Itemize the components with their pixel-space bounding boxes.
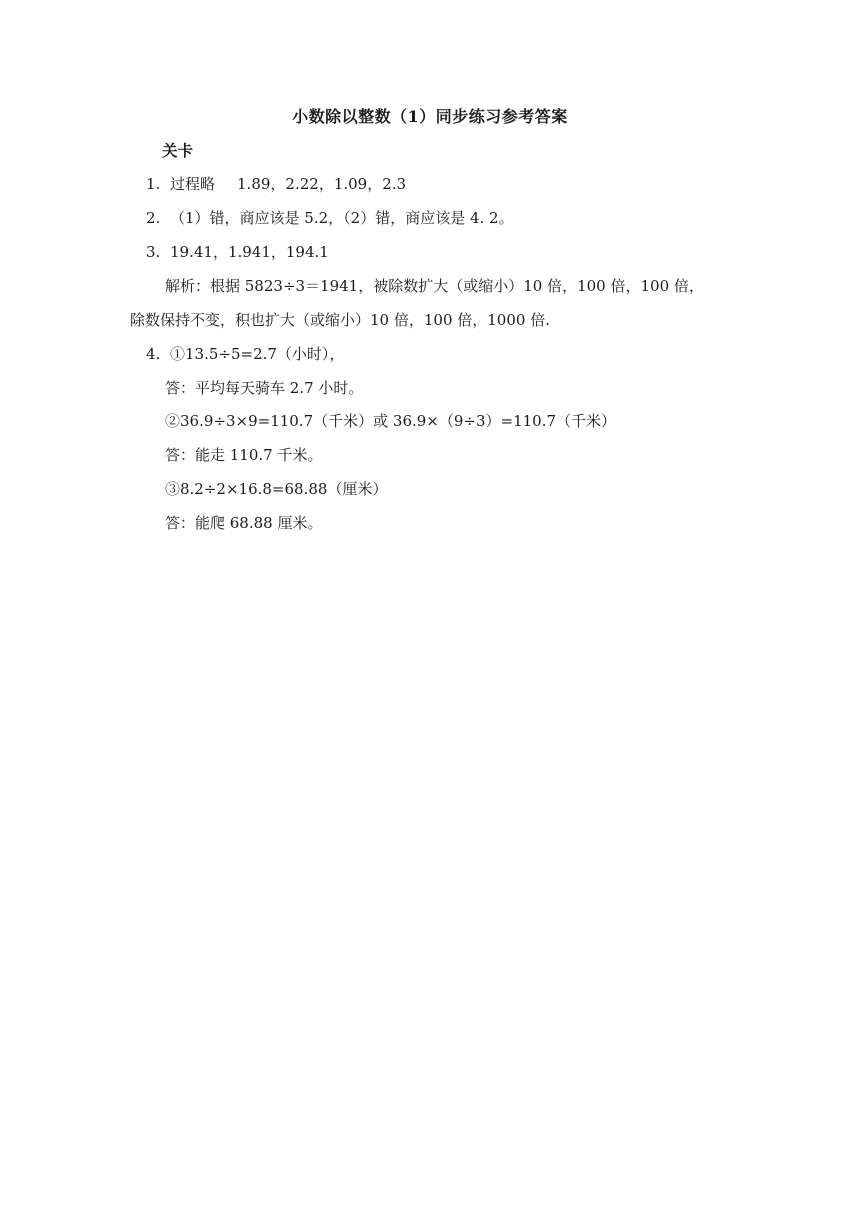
- answer-4-line-3: ②36.9÷3×9=110.7（千米）或 36.9×（9÷3）=110.7（千米）: [165, 412, 617, 430]
- item-text: （1）错，商应该是 5.2，（2）错，商应该是 4. 2。: [170, 209, 514, 227]
- item-number: 1.: [146, 175, 161, 193]
- answer-4-line-2: 答：平均每天骑车 2.7 小时。: [165, 379, 364, 397]
- item-number: 4.: [146, 345, 161, 363]
- analysis-line-1: 解析：根据 5823÷3＝1941，被除数扩大（或缩小）10 倍，100 倍，100 倍，: [165, 277, 704, 295]
- item-text: 19.41，1.941，194.1: [170, 243, 329, 261]
- answer-item-1: [146, 173, 406, 194]
- item-number: 3.: [146, 243, 161, 261]
- answer-item-4: [146, 343, 344, 364]
- answer-4-line-5: ③8.2÷2×16.8=68.88（厘米）: [165, 480, 388, 498]
- item-text: 1.89，2.22，1.09，2.3: [237, 175, 407, 193]
- answer-4-line-6: 答：能爬 68.88 厘米。: [165, 514, 323, 532]
- answer-item-2: [146, 207, 514, 228]
- item-text: ①13.5÷5=2.7（小时），: [170, 345, 345, 363]
- answer-item-3: [146, 241, 329, 262]
- analysis-line-2: 除数保持不变，积也扩大（或缩小）10 倍，100 倍，1000 倍.: [130, 311, 550, 329]
- section-heading: 关卡: [162, 141, 194, 160]
- answer-4-line-4: 答：能走 110.7 千米。: [165, 446, 323, 464]
- item-label: 过程略: [170, 175, 216, 193]
- item-number: 2.: [146, 209, 161, 227]
- document-title: 小数除以整数（1）同步练习参考答案: [292, 107, 568, 126]
